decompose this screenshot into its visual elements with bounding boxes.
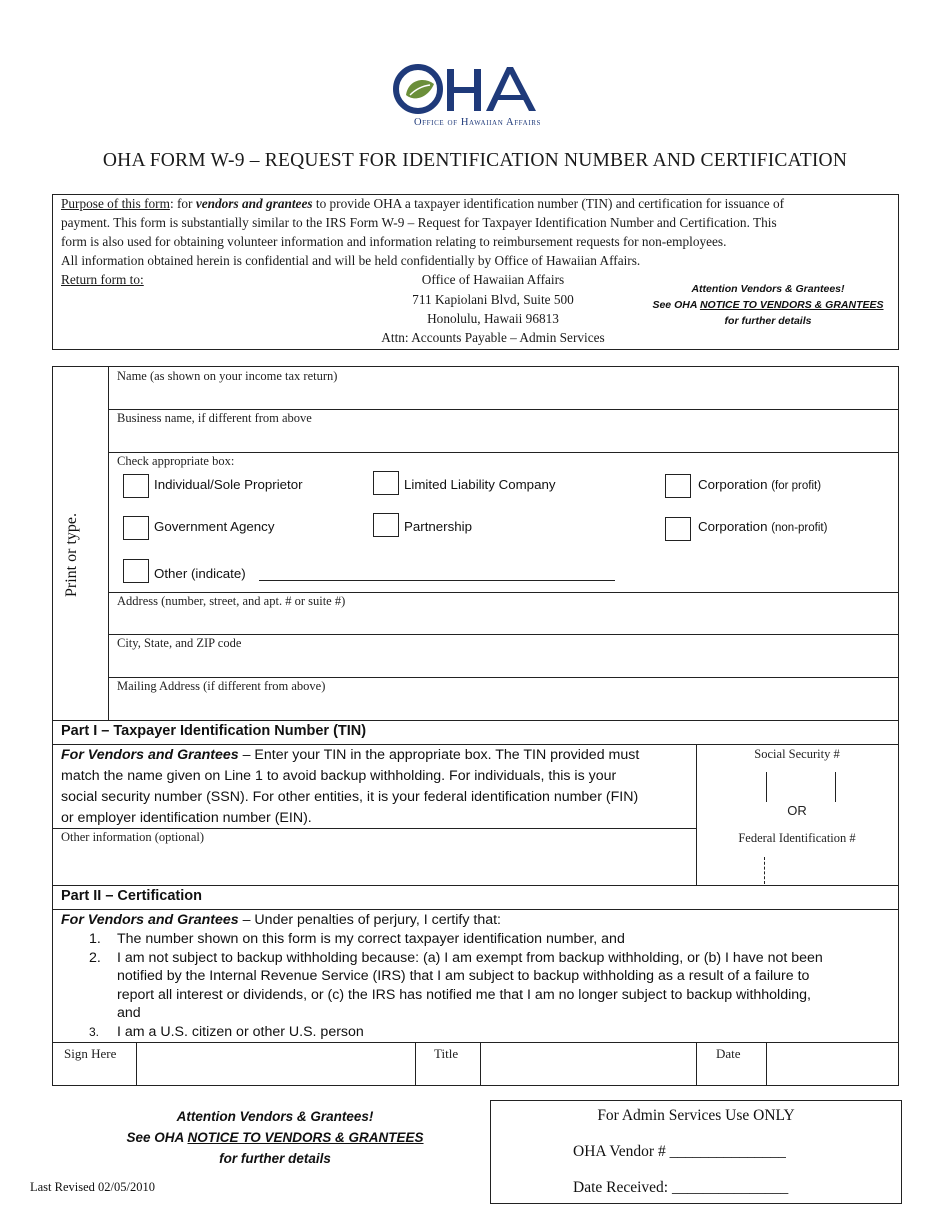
bottom-attention-line-3: for further details <box>219 1151 331 1166</box>
mailing-field-label: Mailing Address (if different from above) <box>117 679 326 693</box>
government-label: Government Agency <box>154 519 275 534</box>
row-divider <box>108 677 898 678</box>
individual-checkbox[interactable] <box>123 474 149 498</box>
last-revised: Last Revised 02/05/2010 <box>30 1180 155 1194</box>
corp-profit-label <box>698 477 821 492</box>
item-2-line-2: notified by the Internal Revenue Service (IRS) that I am subject to backup withholding as a result of a failure to <box>117 968 810 984</box>
attention-line-1: Attention Vendors & Grantees! <box>691 283 845 295</box>
business-field-label: Business name, if different from above <box>117 411 312 425</box>
bottom-notice-text: NOTICE TO VENDORS & GRANTEES <box>187 1130 424 1145</box>
item-2-line-3: report all interest or dividends, or (c) the IRS has notified me that I am no longer subject to backup withholding, <box>117 987 811 1003</box>
row-divider <box>53 828 696 829</box>
other-checkbox[interactable] <box>123 559 149 583</box>
date-received: Date Received: _______________ <box>573 1179 789 1196</box>
item-1-number: 1. <box>89 931 101 947</box>
item-2-line-4: and <box>117 1005 141 1021</box>
ssn-tick-right <box>835 772 836 802</box>
part1-line-3: social security number (SSN). For other entities, it is your federal identification number (FIN) <box>61 789 639 805</box>
form-title: OHA FORM W-9 – REQUEST FOR IDENTIFICATION NUMBER AND CERTIFICATION <box>102 150 848 171</box>
row-divider <box>53 909 898 910</box>
ssn-field[interactable] <box>771 769 831 799</box>
purpose-line-1 <box>61 196 784 212</box>
fin-label: Federal Identification # <box>738 831 856 845</box>
sign-here-label: Sign Here <box>64 1046 117 1061</box>
bottom-attention-line-2 <box>90 1127 460 1148</box>
part2-lead: For Vendors and Grantees <box>61 912 239 928</box>
corp-profit-text: Corporation <box>698 477 768 492</box>
part1-line-2: match the name given on Line 1 to avoid backup withholding. For individuals, this is your <box>61 768 617 784</box>
sign-divider <box>415 1042 416 1085</box>
bottom-attention <box>90 1106 460 1169</box>
notice-link-text: NOTICE TO VENDORS & GRANTEES <box>699 299 884 311</box>
ssn-label: Social Security # <box>754 747 840 761</box>
part1-heading: Part I – Taxpayer Identification Number (TIN) <box>61 723 367 739</box>
fin-field[interactable] <box>771 853 881 881</box>
row-divider <box>53 885 898 886</box>
title-label: Title <box>434 1046 459 1061</box>
sign-divider <box>696 1042 697 1085</box>
corp-profit-checkbox[interactable] <box>665 474 691 498</box>
address-field-label: Address (number, street, and apt. # or suite #) <box>117 594 346 608</box>
attention-line-2 <box>643 299 893 311</box>
other-indicate-line[interactable] <box>259 580 615 581</box>
part2-intro-text: – Under penalties of perjury, I certify that: <box>238 912 501 928</box>
or-label: OR <box>787 803 807 818</box>
row-divider <box>108 452 898 453</box>
bottom-attention-line-1: Attention Vendors & Grantees! <box>176 1109 374 1124</box>
part1-lead: For Vendors and Grantees <box>61 747 239 763</box>
part2-heading: Part II – Certification <box>61 888 203 904</box>
purpose-text-a: : for <box>169 196 196 211</box>
other-info-label: Other information (optional) <box>61 830 205 844</box>
partnership-checkbox[interactable] <box>373 513 399 537</box>
ssn-tick-left <box>766 772 767 802</box>
item-3-number: 3. <box>89 1025 100 1039</box>
oha-vendor-number: OHA Vendor # _______________ <box>573 1143 786 1160</box>
date-field[interactable] <box>767 1043 897 1084</box>
row-divider <box>108 409 898 410</box>
return-label: Return form to: <box>61 272 144 287</box>
item-1-text: The number shown on this form is my correct taxpayer identification number, and <box>117 931 625 947</box>
row-divider <box>53 720 898 721</box>
row-divider <box>108 634 898 635</box>
address-line-2: 711 Kapiolani Blvd, Suite 500 <box>412 292 574 307</box>
corp-profit-note: (for profit) <box>771 480 822 492</box>
print-or-type-label: Print or type. <box>63 513 80 597</box>
admin-box <box>490 1100 902 1204</box>
date-label: Date <box>716 1046 741 1061</box>
address-line-1: Office of Hawaiian Affairs <box>421 272 565 287</box>
admin-heading: For Admin Services Use ONLY <box>597 1107 795 1124</box>
logo-subtitle: Office of Hawaiian Affairs <box>413 117 542 128</box>
row-divider <box>108 592 898 593</box>
purpose-line-2: payment. This form is substantially similar to the IRS Form W-9 – Request for Taxpayer Identification Number and Certification. This <box>61 215 777 230</box>
individual-label: Individual/Sole Proprietor <box>154 477 303 492</box>
attention-line-3: for further details <box>724 315 812 327</box>
part1-line-1 <box>61 747 639 763</box>
part2-intro <box>61 912 501 928</box>
bottom-attention-text: See OHA <box>126 1130 188 1145</box>
item-2-number: 2. <box>89 950 101 966</box>
item-3-text: I am a U.S. citizen or other U.S. person <box>117 1024 364 1040</box>
item-2-line-1: I am not subject to backup withholding because: (a) I am exempt from backup withholding, or (b) I have not been <box>117 950 823 966</box>
attention-text: See OHA <box>652 299 700 311</box>
mailing-address-field[interactable] <box>109 693 897 719</box>
purpose-label: Purpose of this form <box>61 196 170 211</box>
oha-logo <box>390 62 565 134</box>
name-field-label: Name (as shown on your income tax return) <box>117 369 338 383</box>
other-info-field[interactable] <box>54 845 695 884</box>
fin-tick <box>764 857 766 884</box>
corp-nonprofit-text: Corporation <box>698 519 768 534</box>
name-field[interactable] <box>109 383 897 408</box>
main-form <box>52 366 899 1086</box>
llc-checkbox[interactable] <box>373 471 399 495</box>
corp-nonprofit-checkbox[interactable] <box>665 517 691 541</box>
address-line-4: Attn: Accounts Payable – Admin Services <box>381 330 605 345</box>
purpose-line-3: form is also used for obtaining volunteer information and information relating to reimbursement requests for non-employees. <box>61 234 727 249</box>
purpose-text-c: to provide OHA a taxpayer identification number (TIN) and certification for issuance of <box>312 196 785 211</box>
city-field-label: City, State, and ZIP code <box>117 636 242 650</box>
llc-label: Limited Liability Company <box>404 477 556 492</box>
corp-nonprofit-label <box>698 519 827 534</box>
partnership-label: Partnership <box>404 519 472 534</box>
government-checkbox[interactable] <box>123 516 149 540</box>
other-label: Other (indicate) <box>154 566 246 581</box>
address-line-3: Honolulu, Hawaii 96813 <box>427 311 559 326</box>
row-divider <box>53 744 898 745</box>
signature-field[interactable] <box>137 1043 414 1084</box>
corp-nonprofit-note: (non-profit) <box>771 522 828 534</box>
part1-text-1: – Enter your TIN in the appropriate box. The TIN provided must <box>238 747 640 763</box>
purpose-line-4: All information obtained herein is confidential and will be held confidentially by Office of Hawaiian Affairs. <box>61 253 641 268</box>
city-state-zip-field[interactable] <box>109 650 897 676</box>
title-field[interactable] <box>481 1043 695 1084</box>
part1-line-4: or employer identification number (EIN). <box>61 810 312 826</box>
purpose-text-emphasis: vendors and grantees <box>195 196 313 211</box>
business-name-field[interactable] <box>109 425 897 451</box>
address-field[interactable] <box>109 608 897 633</box>
check-box-label: Check appropriate box: <box>117 454 235 468</box>
purpose-box <box>52 194 899 350</box>
